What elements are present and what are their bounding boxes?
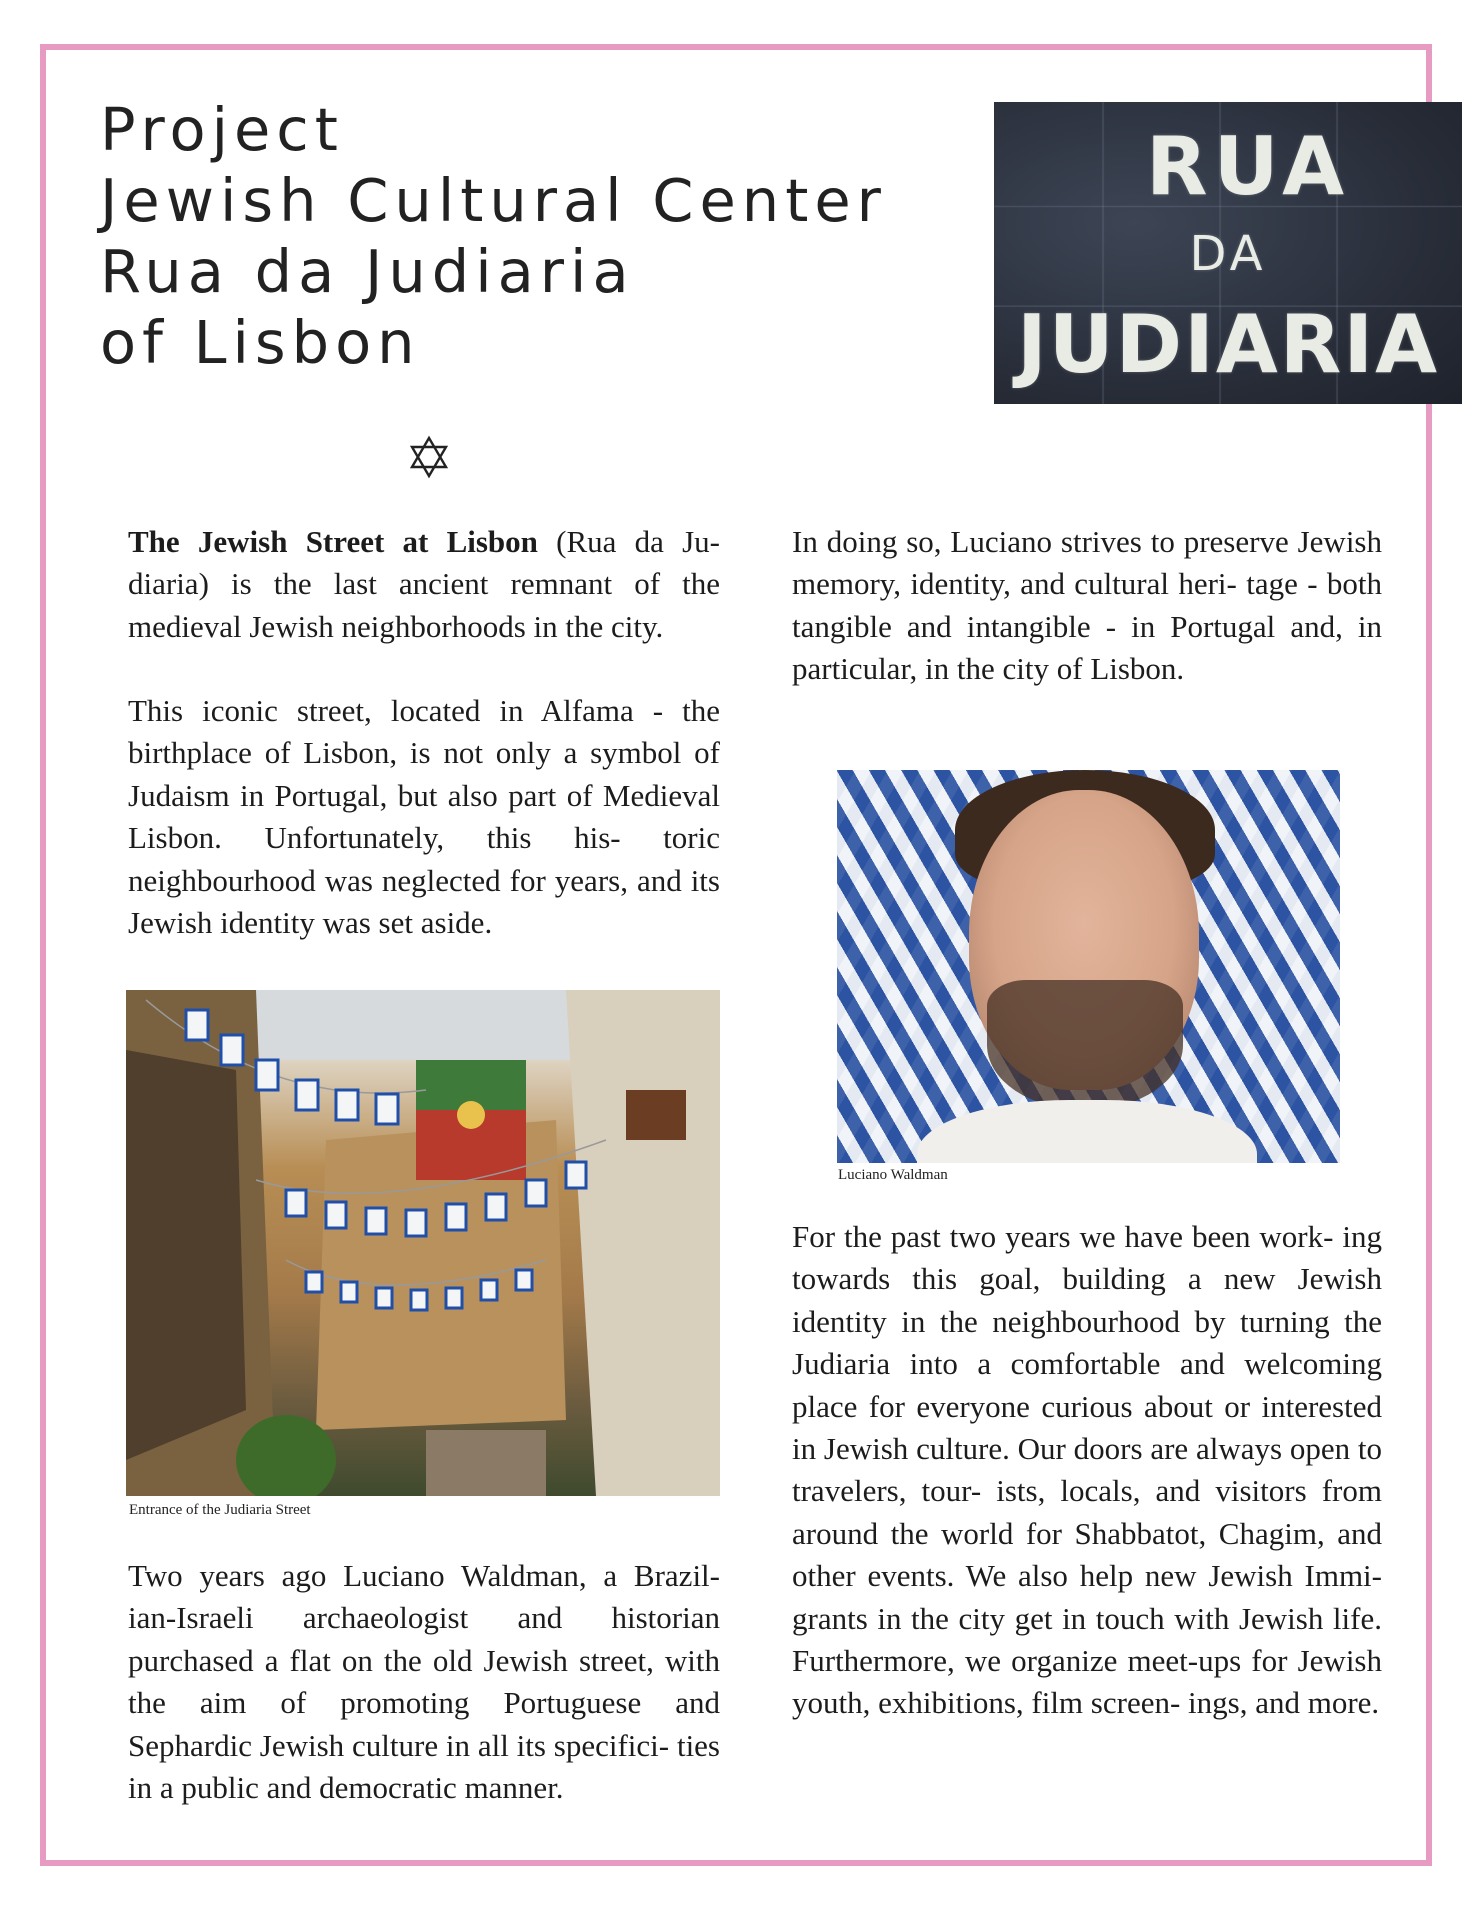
portrait-caption: Luciano Waldman	[838, 1167, 948, 1183]
left-paragraph-luciano	[128, 1555, 720, 1809]
sign-line-rua: RUA	[1145, 120, 1350, 213]
street-photo-illustration	[126, 990, 720, 1496]
left-paragraph-alfama	[128, 690, 720, 944]
portrait-photo	[837, 770, 1340, 1163]
intro-lead: The Jewish Street at Lisbon	[128, 524, 538, 559]
right-paragraph-work	[792, 1216, 1382, 1725]
intro-paragraph	[128, 521, 720, 648]
star-of-david-icon	[406, 434, 452, 480]
title-line: Project	[100, 95, 344, 164]
title-line: Rua da Judiaria	[100, 237, 635, 306]
intro-text: (Rua da Ju- diaria) is the last ancient remnant of the medieval Jewish neighborhoods in the city.	[128, 524, 720, 644]
sign-line-da: DA	[1189, 226, 1267, 282]
title-line: Jewish Cultural Center	[100, 166, 887, 235]
luciano-paragraph: Two years ago Luciano Waldman, a Brazil- ian-Israeli archaeologist and historian purchased a flat on the old Jewish street, with the aim of promoting Portuguese and Sephardic Jewish culture in all its specifici- ties in a public and democratic manner.	[128, 1558, 720, 1806]
street-photo-caption: Entrance of the Judiaria Street	[129, 1502, 311, 1518]
right-paragraph-mission	[792, 521, 1382, 691]
street-photo	[126, 990, 720, 1496]
work-paragraph: For the past two years we have been work- ing towards this goal, building a new Jewish identity in the neighbourhood by turning the Judiaria into a comfortable and welcoming place for everyone curious about or interested in Jewish culture. Our doors are always open to travelers, tour- ists, locals, and visitors from around the world for Shabbatot, Chagim, and other events. We also help new Jewish Immi- grants in the city get in touch with Jewish life. Furthermore, we organize meet-ups for Jewish youth, exhibitions, film screen- ings, and more.	[792, 1219, 1382, 1721]
portrait-beard	[987, 980, 1183, 1110]
portrait-shirt	[917, 1100, 1257, 1163]
left-intro	[128, 521, 720, 648]
mission-paragraph: In doing so, Luciano strives to preserve Jewish memory, identity, and cultural heri- tage - both tangible and intangible - in Portugal and, in particular, in the city of Lisbon.	[792, 524, 1382, 687]
street-sign-image	[994, 102, 1462, 404]
title-line: of Lisbon	[100, 308, 421, 377]
sign-line-judiaria: JUDIARIA	[1016, 298, 1440, 391]
page-title	[100, 94, 887, 378]
alfama-paragraph: This iconic street, located in Alfama - the birthplace of Lisbon, is not only a symbol of Judaism in Portugal, but also part of Medieval Lisbon. Unfortunately, this his- toric neighbourhood was neglected for years, and its Jewish identity was set aside.	[128, 693, 720, 941]
